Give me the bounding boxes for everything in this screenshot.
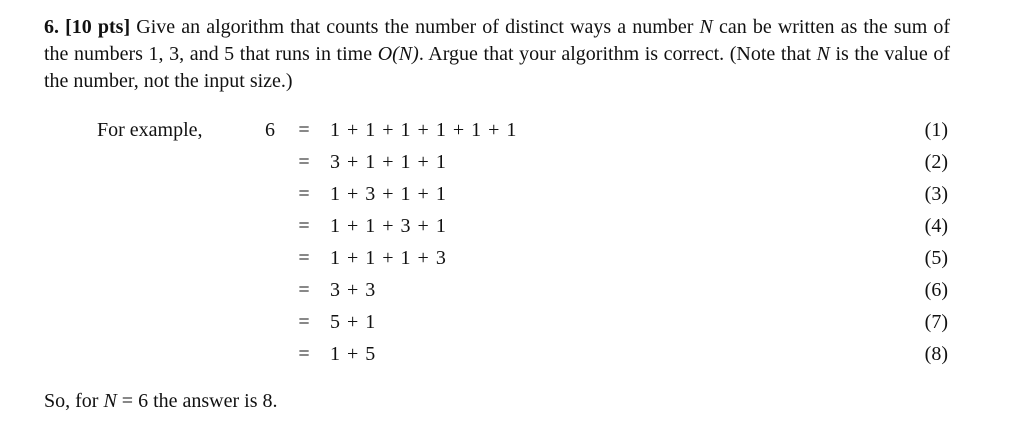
problem-statement	[44, 14, 950, 95]
variable-n: N	[103, 390, 117, 412]
equation-row	[0, 341, 1024, 373]
equation-tag: (4)	[924, 215, 948, 237]
equation-row	[0, 149, 1024, 181]
equals-sign: =	[298, 151, 310, 173]
conclusion-text: = 6 the answer is 8.	[116, 390, 278, 412]
equals-sign: =	[298, 215, 310, 237]
example-label: For example,	[97, 119, 203, 141]
variable-n: N	[816, 43, 830, 65]
equals-sign: =	[298, 119, 310, 141]
conclusion-prefix: So, for	[44, 390, 104, 412]
equation-lhs: 6	[265, 119, 275, 141]
problem-text-3: . Argue that your algorithm is correct. (Note that	[418, 43, 817, 65]
problem-number: 6.	[44, 16, 59, 38]
problem-points: [10 pts]	[65, 16, 131, 38]
equation-tag: (5)	[924, 247, 948, 269]
equation-tag: (6)	[924, 279, 948, 301]
equation-row	[0, 245, 1024, 277]
equals-sign: =	[298, 247, 310, 269]
equation-row	[0, 277, 1024, 309]
equation-row	[0, 117, 1024, 149]
problem-text-2: can be written as the sum of the numbers 1, 3, and 5 that runs in time	[44, 16, 951, 65]
equation-row	[0, 213, 1024, 245]
equation-tag: (1)	[924, 119, 948, 141]
equation-expression: 5 + 1	[330, 311, 376, 333]
equation-expression: 3 + 1 + 1 + 1	[330, 151, 446, 173]
big-o-notation: O(N)	[377, 43, 419, 65]
equals-sign: =	[298, 279, 310, 301]
problem-text-1: Give an algorithm that counts the number of distinct ways a number	[130, 16, 700, 38]
variable-n: N	[699, 16, 713, 38]
equation-row	[0, 181, 1024, 213]
equation-expression: 1 + 1 + 1 + 1 + 1 + 1	[330, 119, 517, 141]
equation-tag: (8)	[924, 343, 948, 365]
equation-tag: (7)	[924, 311, 948, 333]
problem-text-4: is the value of the number, not the input size.)	[44, 43, 950, 92]
equation-expression: 1 + 1 + 1 + 3	[330, 247, 446, 269]
equation-expression: 3 + 3	[330, 279, 376, 301]
equation-expression: 1 + 1 + 3 + 1	[330, 215, 446, 237]
equation-tag: (3)	[924, 183, 948, 205]
equation-tag: (2)	[924, 151, 948, 173]
equation-expression: 1 + 3 + 1 + 1	[330, 183, 446, 205]
conclusion	[44, 388, 278, 415]
equation-row	[0, 309, 1024, 341]
equals-sign: =	[298, 343, 310, 365]
equation-expression: 1 + 5	[330, 343, 376, 365]
equals-sign: =	[298, 183, 310, 205]
equals-sign: =	[298, 311, 310, 333]
